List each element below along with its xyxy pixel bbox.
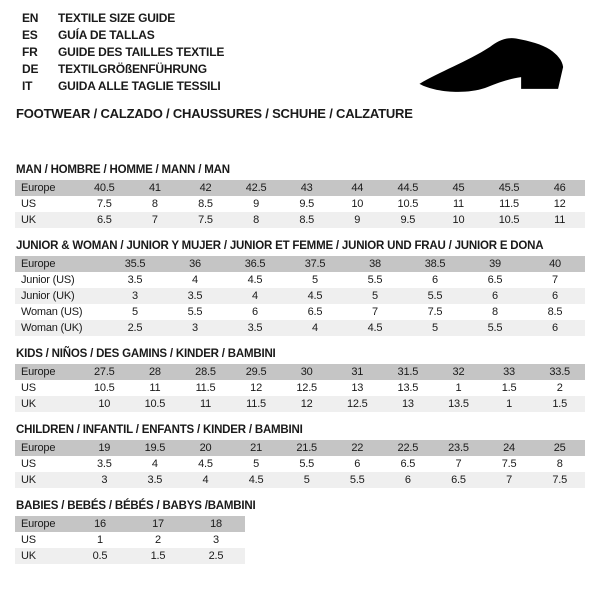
- language-label: GUÍA DE TALLAS: [58, 28, 155, 42]
- size-cell: 44.5: [397, 182, 419, 194]
- size-cell: 1.5: [552, 398, 568, 410]
- size-cell: 13.5: [397, 382, 419, 394]
- size-cell: 0.5: [92, 550, 108, 562]
- size-cell: 13: [351, 382, 364, 394]
- size-cell: 10: [351, 198, 364, 210]
- size-cell: 21: [250, 442, 262, 454]
- size-cell: 4: [202, 474, 209, 486]
- row-label: Junior (UK): [21, 290, 75, 302]
- size-cell: 45: [452, 182, 465, 194]
- size-table-section: [15, 424, 585, 488]
- size-cell: 7.5: [501, 458, 517, 470]
- table-title: CHILDREN / INFANTIL / ENFANTS / KINDER / BAMBINI: [16, 424, 303, 436]
- size-cell: 5.5: [349, 474, 365, 486]
- row-label: Woman (US): [21, 306, 83, 318]
- size-cell: 2.5: [208, 550, 224, 562]
- size-cell: 11.5: [195, 382, 216, 394]
- size-cell: 36.5: [244, 258, 266, 270]
- size-cell: 42: [199, 182, 212, 194]
- size-cell: 6: [552, 322, 558, 334]
- size-cell: 5: [372, 290, 378, 302]
- size-cell: 12.5: [296, 382, 317, 394]
- table-row: [15, 320, 585, 336]
- size-cell: 19: [98, 442, 111, 454]
- size-cell: 4.5: [198, 458, 213, 470]
- row-label: UK: [21, 474, 36, 486]
- table-row: [15, 456, 585, 472]
- size-cell: 6: [354, 458, 361, 470]
- table-row: [15, 364, 585, 380]
- size-cell: 12.5: [346, 398, 368, 410]
- size-cell: 8.5: [198, 198, 213, 210]
- size-cell: 4.5: [247, 274, 263, 286]
- size-cell: 4: [192, 274, 198, 286]
- size-cell: 10.5: [498, 214, 520, 226]
- size-cell: 5.5: [427, 290, 443, 302]
- size-cell: 7: [506, 474, 512, 486]
- size-cell: 6.5: [307, 306, 323, 318]
- size-cell: 24: [503, 442, 515, 454]
- size-cell: 18: [210, 518, 222, 530]
- size-cell: 5: [432, 322, 438, 334]
- size-cell: 41: [148, 182, 161, 194]
- size-cell: 42.5: [245, 182, 267, 194]
- size-table-section: [15, 348, 585, 412]
- size-cell: 8: [556, 458, 563, 470]
- size-table: [15, 364, 585, 412]
- size-cell: 9: [253, 198, 260, 210]
- size-cell: 11.5: [246, 398, 266, 410]
- size-table: [15, 180, 585, 228]
- size-cell: 43: [300, 182, 313, 194]
- language-row: [22, 61, 224, 78]
- table-row: [15, 288, 585, 304]
- size-cell: 5.5: [487, 322, 503, 334]
- table-row: [15, 516, 245, 532]
- size-cell: 5: [303, 474, 310, 486]
- size-cell: 22: [351, 442, 364, 454]
- size-cell: 7: [455, 458, 462, 470]
- size-cell: 8: [253, 214, 260, 226]
- size-cell: 5.5: [367, 274, 383, 286]
- category-title: FOOTWEAR / CALZADO / CHAUSSURES / SCHUHE / CALZATURE: [16, 106, 413, 121]
- size-cell: 8: [492, 306, 498, 318]
- size-tables: [15, 164, 585, 576]
- shoe-silhouette-icon: [394, 20, 576, 104]
- size-cell: 9: [354, 214, 361, 226]
- size-cell: 1: [97, 534, 103, 546]
- size-cell: 32: [452, 366, 465, 378]
- size-cell: 8.5: [299, 214, 315, 226]
- size-cell: 11: [452, 198, 464, 210]
- table-title: KIDS / NIÑOS / DES GAMINS / KINDER / BAMBINI: [16, 348, 276, 360]
- size-cell: 8.5: [547, 306, 563, 318]
- size-cell: 6: [432, 274, 438, 286]
- size-cell: 38: [369, 258, 381, 270]
- language-label: TEXTILE SIZE GUIDE: [58, 11, 176, 25]
- size-cell: 5: [312, 274, 318, 286]
- size-cell: 7.5: [427, 306, 443, 318]
- size-table-section: [15, 240, 585, 336]
- row-label: Europe: [21, 366, 56, 378]
- size-cell: 4.5: [248, 474, 264, 486]
- size-cell: 8: [151, 198, 158, 210]
- table-row: [15, 396, 585, 412]
- row-label: US: [21, 534, 36, 546]
- size-cell: 2: [155, 534, 161, 546]
- size-cell: 28.5: [195, 366, 216, 378]
- size-cell: 13.5: [448, 398, 469, 410]
- size-cell: 5: [132, 306, 138, 318]
- size-cell: 5: [253, 458, 260, 470]
- size-cell: 31: [351, 366, 364, 378]
- size-cell: 3.5: [96, 458, 112, 470]
- size-cell: 31.5: [397, 366, 419, 378]
- language-code: IT: [22, 79, 33, 93]
- size-cell: 17: [152, 518, 164, 530]
- size-cell: 4: [252, 290, 258, 302]
- size-cell: 1: [506, 398, 512, 410]
- size-cell: 12: [250, 382, 262, 394]
- language-row: [22, 10, 224, 27]
- size-cell: 36: [189, 258, 201, 270]
- table-row: [15, 256, 585, 272]
- size-cell: 38.5: [424, 258, 446, 270]
- size-cell: 39: [489, 258, 501, 270]
- size-cell: 6: [404, 474, 411, 486]
- table-title: MAN / HOMBRE / HOMME / MANN / MAN: [16, 164, 230, 176]
- size-cell: 46: [553, 182, 566, 194]
- size-cell: 12: [300, 398, 313, 410]
- size-cell: 12: [553, 198, 566, 210]
- size-cell: 11: [149, 382, 161, 394]
- language-label: GUIDA ALLE TAGLIE TESSILI: [58, 79, 221, 93]
- language-row: [22, 78, 224, 95]
- size-cell: 3: [101, 474, 108, 486]
- table-title: JUNIOR & WOMAN / JUNIOR Y MUJER / JUNIOR ET FEMME / JUNIOR UND FRAU / JUNIOR E DONA: [16, 240, 544, 252]
- size-table-section: [15, 500, 585, 564]
- language-code: FR: [22, 45, 38, 59]
- table-row: [15, 380, 585, 396]
- size-cell: 3: [192, 322, 198, 334]
- size-cell: 40: [549, 258, 561, 270]
- size-cell: 6.5: [451, 474, 466, 486]
- size-cell: 1.5: [150, 550, 166, 562]
- size-cell: 30: [300, 366, 313, 378]
- size-cell: 45.5: [498, 182, 520, 194]
- row-label: US: [21, 458, 36, 470]
- table-row: [15, 440, 585, 456]
- size-cell: 4.5: [367, 322, 383, 334]
- size-cell: 29.5: [245, 366, 267, 378]
- size-table: [15, 256, 585, 336]
- size-cell: 44: [351, 182, 364, 194]
- size-cell: 6.5: [400, 458, 416, 470]
- row-label: US: [21, 198, 36, 210]
- size-cell: 5.5: [187, 306, 203, 318]
- table-row: [15, 532, 245, 548]
- row-label: Europe: [21, 182, 56, 194]
- table-row: [15, 304, 585, 320]
- row-label: US: [21, 382, 36, 394]
- size-cell: 19.5: [144, 442, 166, 454]
- size-cell: 33: [503, 366, 515, 378]
- size-cell: 7: [372, 306, 378, 318]
- size-cell: 22.5: [397, 442, 419, 454]
- size-cell: 3: [132, 290, 138, 302]
- size-cell: 37.5: [304, 258, 326, 270]
- size-cell: 6.5: [487, 274, 503, 286]
- table-row: [15, 180, 585, 196]
- language-code: DE: [22, 62, 39, 76]
- row-label: Europe: [21, 258, 56, 270]
- size-cell: 23.5: [448, 442, 469, 454]
- size-table-section: [15, 164, 585, 228]
- size-table: [15, 516, 245, 564]
- size-cell: 2: [556, 382, 563, 394]
- size-cell: 6.5: [96, 214, 112, 226]
- size-cell: 7.5: [198, 214, 213, 226]
- size-cell: 4.5: [307, 290, 323, 302]
- language-row: [22, 44, 224, 61]
- size-cell: 2.5: [127, 322, 143, 334]
- table-row: [15, 196, 585, 212]
- size-cell: 11: [554, 214, 566, 226]
- language-code: EN: [22, 11, 39, 25]
- size-cell: 7.5: [96, 198, 112, 210]
- size-cell: 7: [151, 214, 158, 226]
- size-cell: 10.5: [397, 198, 419, 210]
- size-cell: 1: [455, 382, 462, 394]
- size-cell: 9.5: [400, 214, 416, 226]
- size-table: [15, 440, 585, 488]
- size-cell: 27.5: [93, 366, 115, 378]
- row-label: Europe: [21, 518, 56, 530]
- language-label: GUIDE DES TAILLES TEXTILE: [58, 45, 225, 59]
- table-title: BABIES / BEBÉS / BÉBÉS / BABYS /BAMBINI: [16, 500, 256, 512]
- size-cell: 3.5: [247, 322, 263, 334]
- size-cell: 13: [401, 398, 414, 410]
- size-cell: 4: [312, 322, 318, 334]
- size-cell: 3.5: [127, 274, 143, 286]
- row-label: UK: [21, 398, 36, 410]
- size-cell: 20: [199, 442, 212, 454]
- size-cell: 11: [199, 398, 211, 410]
- size-cell: 6: [552, 290, 558, 302]
- size-cell: 1.5: [501, 382, 517, 394]
- size-cell: 25: [553, 442, 566, 454]
- size-cell: 10.5: [144, 398, 166, 410]
- row-label: Woman (UK): [21, 322, 83, 334]
- size-cell: 6: [252, 306, 258, 318]
- table-row: [15, 472, 585, 488]
- size-cell: 10: [452, 214, 465, 226]
- size-cell: 6: [492, 290, 498, 302]
- size-cell: 35.5: [124, 258, 146, 270]
- size-cell: 3.5: [147, 474, 163, 486]
- size-cell: 5.5: [299, 458, 315, 470]
- size-cell: 16: [94, 518, 106, 530]
- size-cell: 21.5: [296, 442, 317, 454]
- size-cell: 10.5: [93, 382, 115, 394]
- size-cell: 33.5: [549, 366, 570, 378]
- size-cell: 4: [151, 458, 158, 470]
- language-row: [22, 27, 224, 44]
- row-label: UK: [21, 550, 36, 562]
- language-code: ES: [22, 28, 38, 42]
- size-cell: 40.5: [93, 182, 115, 194]
- table-row: [15, 548, 245, 564]
- language-list: [22, 10, 224, 95]
- size-cell: 3.5: [187, 290, 203, 302]
- language-label: TEXTILGRÖßENFÜHRUNG: [58, 62, 207, 76]
- row-label: Junior (US): [21, 274, 75, 286]
- table-row: [15, 272, 585, 288]
- size-cell: 7: [552, 274, 558, 286]
- size-cell: 11.5: [499, 198, 519, 210]
- size-cell: 7.5: [552, 474, 568, 486]
- row-label: Europe: [21, 442, 56, 454]
- table-row: [15, 212, 585, 228]
- size-cell: 9.5: [299, 198, 315, 210]
- size-cell: 10: [98, 398, 111, 410]
- size-cell: 28: [148, 366, 161, 378]
- size-cell: 3: [213, 534, 219, 546]
- row-label: UK: [21, 214, 36, 226]
